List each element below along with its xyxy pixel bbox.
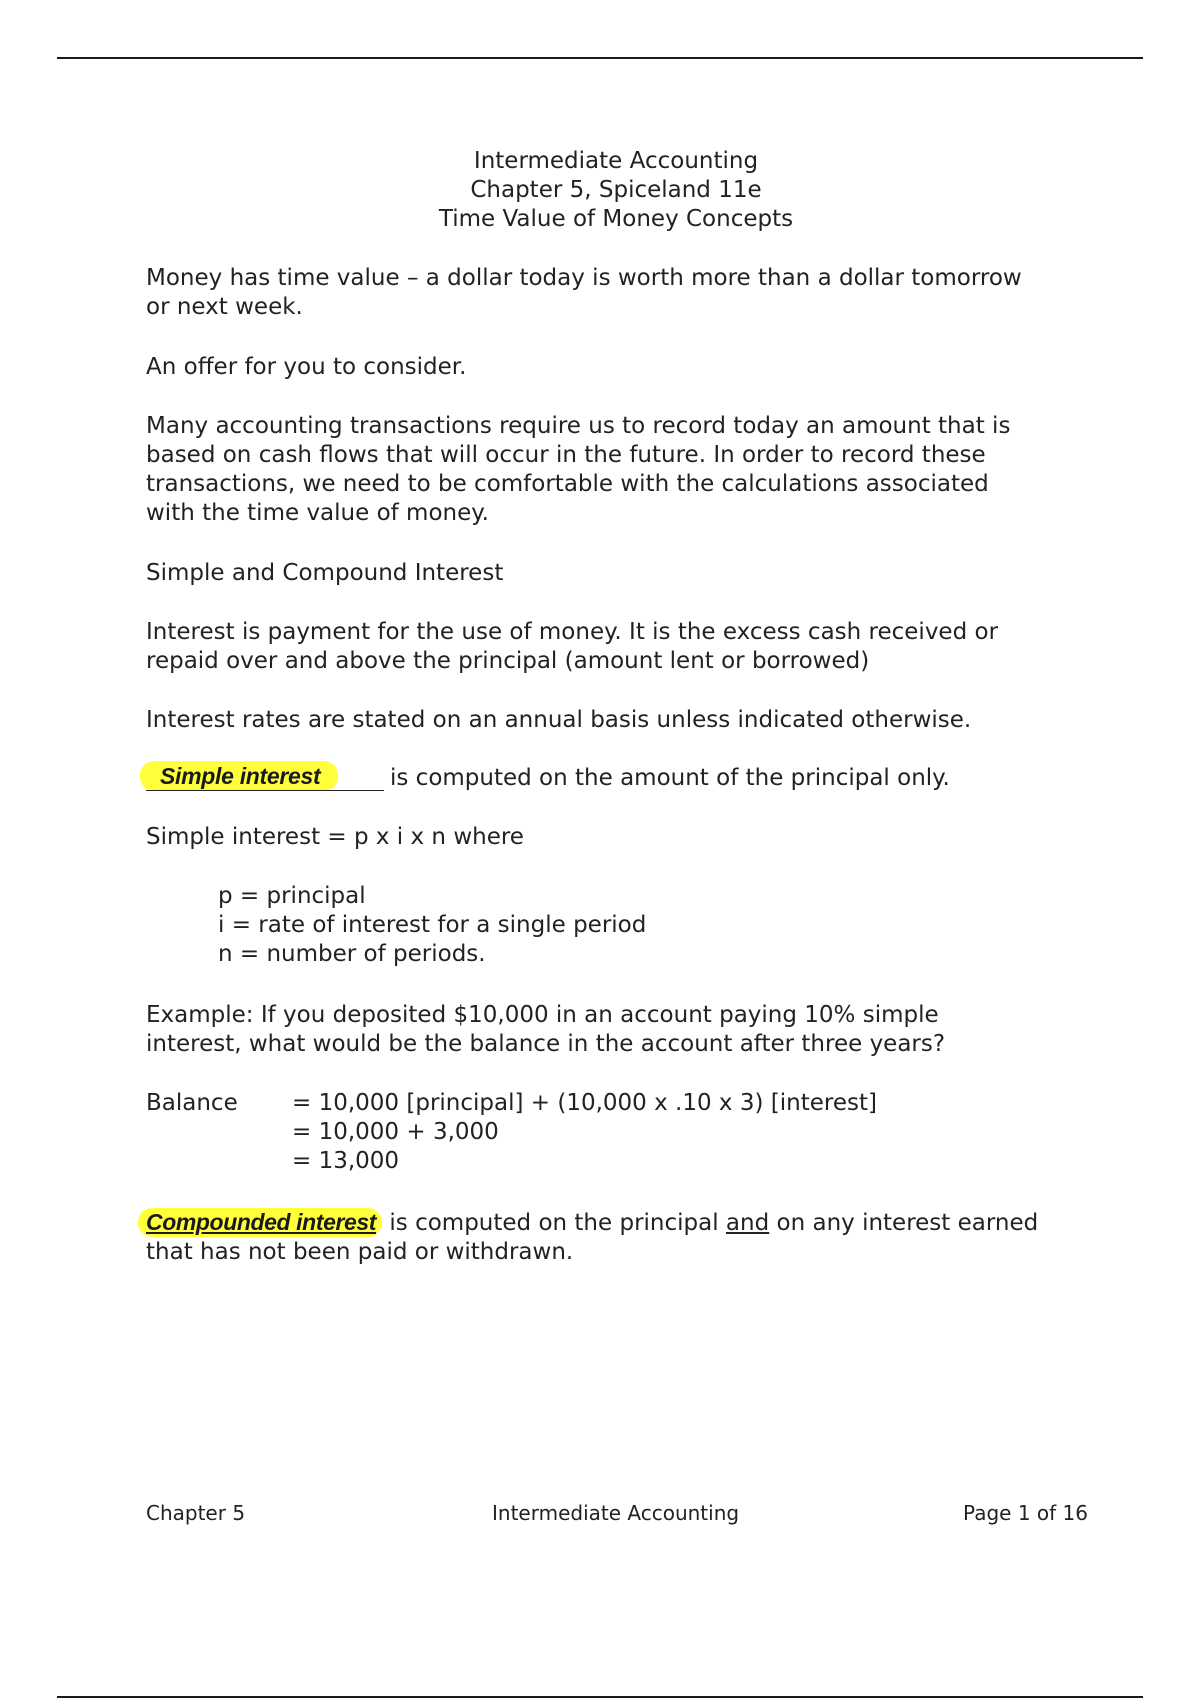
balance-lines: = 10,000 [principal] + (10,000 x .10 x 3) [interest] = 10,000 + 3,000 = 13,000 [292, 1090, 877, 1174]
title-line-topic: Time Value of Money Concepts [438, 206, 794, 232]
footer-chapter: Chapter 5 [146, 1501, 246, 1525]
top-rule [57, 57, 1143, 59]
footer-course: Intermediate Accounting [492, 1501, 740, 1525]
document-title [146, 147, 1086, 234]
simple-interest-sentence: Simple interest is computed on the amount of the principal only. [146, 764, 1096, 793]
paragraph-time-value: Money has time value – a dollar today is worth more than a dollar tomorrow or next week. [146, 265, 1022, 320]
paragraph-offer: An offer for you to consider. [146, 354, 467, 380]
section-heading-interest: Simple and Compound Interest [146, 560, 504, 586]
compound-interest-sentence: Compounded interest is computed on the principal and on any interest earned that has not been paid or withdrawn. [146, 1208, 1096, 1267]
highlighted-handwriting-compounded-interest: Compounded interest [138, 1208, 382, 1237]
paragraph-example: Example: If you deposited $10,000 in an account paying 10% simple interest, what would be the balance in the account after three years? [146, 1002, 946, 1057]
paragraph-accounting-transactions: Many accounting transactions require us to record today an amount that is based on cash flows that will occur in the future. In order to record these transactions, we need to be comfortable with the calculations associated with the time value of money. [146, 413, 1011, 526]
highlighted-handwriting-simple-interest: Simple interest [140, 761, 338, 791]
balance-label: Balance [146, 1090, 238, 1116]
definition-p: p = principal [218, 883, 366, 909]
fill-in-blank-simple [146, 764, 384, 793]
definition-i: i = rate of interest for a single period [218, 912, 647, 938]
bottom-rule [57, 1696, 1143, 1698]
title-line-course: Intermediate Accounting [473, 148, 759, 174]
definition-n: n = number of periods. [218, 941, 486, 967]
footer-page-number: Page 1 of 16 [963, 1501, 1088, 1525]
title-line-chapter: Chapter 5, Spiceland 11e [470, 177, 762, 203]
paragraph-annual-basis: Interest rates are stated on an annual basis unless indicated otherwise. [146, 707, 972, 733]
simple-interest-formula: Simple interest = p x i x n where [146, 824, 524, 850]
paragraph-interest-definition: Interest is payment for the use of money. It is the excess cash received or repaid over and above the principal (amount lent or borrowed) [146, 619, 999, 674]
